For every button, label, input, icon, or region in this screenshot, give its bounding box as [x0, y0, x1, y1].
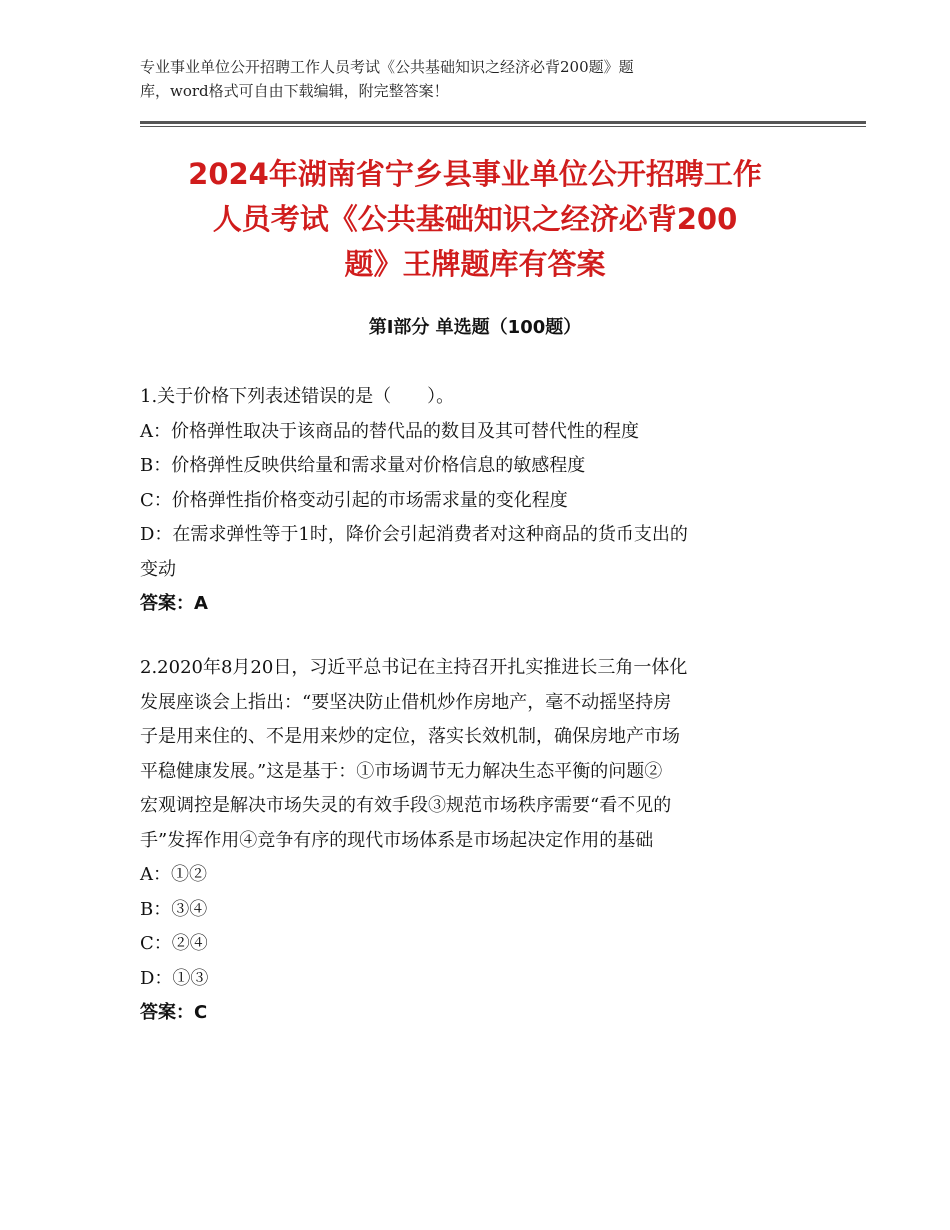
question-stem-line: 平稳健康发展。”这是基于：①市场调节无力解决生态平衡的问题② — [140, 760, 663, 782]
question-option: A：价格弹性取决于该商品的替代品的数目及其可替代性的程度 — [140, 420, 639, 442]
question-option: B：价格弹性反映供给量和需求量对价格信息的敏感程度 — [140, 455, 586, 476]
title-line: 题》王牌题库有答案 — [344, 247, 606, 281]
header-note-line: 库，word格式可自由下载编辑，附完整答案！ — [140, 82, 449, 100]
question-option: B：③④ — [140, 898, 208, 920]
header-note — [140, 55, 820, 103]
question-option: A：①② — [140, 864, 207, 885]
title-line: 2024年湖南省宁乡县事业单位公开招聘工作 — [188, 157, 762, 191]
question-option: C：②④ — [140, 933, 208, 954]
question-option: D：在需求弹性等于1时，降价会引起消费者对这种商品的货币支出的 — [140, 524, 688, 545]
question-stem-line: 1.关于价格下列表述错误的是（ ）。 — [140, 386, 455, 407]
section-heading: 第Ⅰ部分 单选题（100题） — [368, 317, 582, 338]
question-option-continuation: 变动 — [140, 558, 176, 580]
question-answer: 答案：A — [140, 593, 208, 614]
question-answer: 答案：C — [140, 1002, 208, 1023]
question-option: C：价格弹性指价格变动引起的市场需求量的变化程度 — [140, 489, 568, 511]
question-1 — [140, 380, 820, 622]
header-divider-thin — [140, 126, 866, 127]
header-divider-thick — [140, 121, 866, 124]
question-stem-line: 手”发挥作用④竞争有序的现代市场体系是市场起决定作用的基础 — [140, 829, 654, 851]
question-stem-line: 发展座谈会上指出：“要坚决防止借机炒作房地产，毫不动摇坚持房 — [140, 691, 672, 713]
question-stem-line: 子是用来住的、不是用来炒的定位，落实长效机制，确保房地产市场 — [140, 726, 680, 747]
question-stem-line: 宏观调控是解决市场失灵的有效手段③规范市场秩序需要“看不见的 — [140, 795, 672, 816]
question-stem-line: 2.2020年8月20日，习近平总书记在主持召开扎实推进长三角一体化 — [140, 657, 688, 678]
document-title — [130, 152, 820, 287]
question-2 — [140, 651, 820, 1031]
title-line: 人员考试《公共基础知识之经济必背200 — [212, 202, 738, 236]
question-option: D：①③ — [140, 967, 209, 989]
header-note-line: 专业事业单位公开招聘工作人员考试《公共基础知识之经济必背200题》题 — [140, 58, 634, 76]
